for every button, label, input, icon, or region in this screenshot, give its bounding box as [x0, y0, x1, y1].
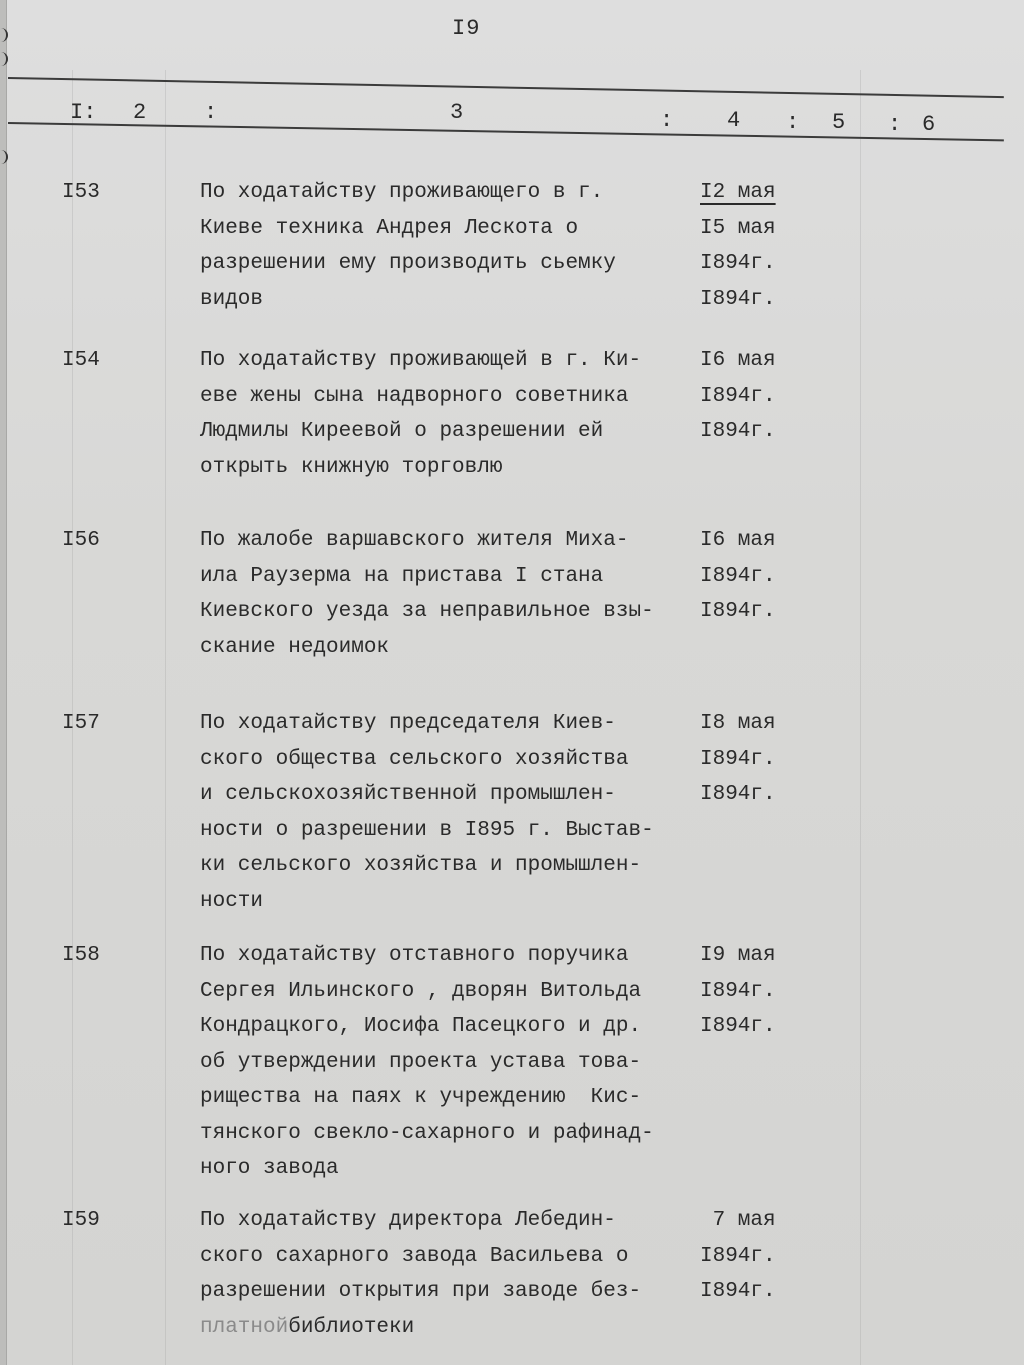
- header-rule-top: [8, 77, 1004, 98]
- date-line: I8 мая: [700, 712, 776, 735]
- column-header: 6: [922, 112, 936, 137]
- text-line: еве жены сына надворного советника: [200, 384, 629, 408]
- text-line: ного завода: [200, 1157, 339, 1180]
- column-header: 4: [727, 108, 741, 133]
- entry-dates: [700, 523, 810, 630]
- text-line: ности: [200, 889, 264, 913]
- ledger-guide-line: [860, 70, 861, 1365]
- text-line: Сергея Ильинского , дворян Витольда: [200, 979, 642, 1003]
- date-line: I894г.: [700, 1280, 776, 1303]
- date-line: I5 мая: [700, 216, 776, 240]
- text-line: рищества на паях к учреждению Кис-: [200, 1086, 642, 1109]
- date-line: I6 мая: [700, 529, 776, 552]
- column-header: 2: [133, 100, 147, 125]
- entry-description: [200, 706, 700, 919]
- binding-stitch-icon: [0, 28, 8, 42]
- entry-number: I53: [62, 181, 100, 204]
- text-line: По жалобе варшавского жителя Миха-: [200, 529, 629, 552]
- date-line: I894г.: [700, 783, 776, 806]
- text-line: По ходатайству председателя Киев-: [200, 712, 616, 735]
- text-line: Киеве техника Андрея Лескота о: [200, 216, 579, 240]
- text-line: По ходатайству проживающей в г. Ки-: [200, 349, 642, 372]
- date-line: I894г.: [700, 1015, 776, 1038]
- entry-dates: [700, 706, 810, 813]
- date-line: I894г.: [700, 287, 776, 311]
- faded-text: платной: [200, 1315, 289, 1339]
- entry-number: I56: [62, 529, 100, 552]
- entry-number: I54: [62, 349, 100, 372]
- column-separator: :: [786, 110, 800, 135]
- date-line: I894г.: [700, 1244, 776, 1268]
- text-line: разрешении ему производить сьемку: [200, 252, 616, 275]
- entry-dates: [700, 343, 810, 450]
- text-line: Людмилы Киреевой о разрешении ей: [200, 420, 604, 443]
- binding-stitch-icon: [0, 150, 8, 164]
- entry-dates: [700, 175, 810, 317]
- text-line: Киевского уезда за неправильное взы-: [200, 600, 654, 623]
- date-line: I894г.: [700, 747, 776, 771]
- entry-description: [200, 343, 700, 485]
- entry-dates: [700, 1203, 810, 1310]
- date-line: I894г.: [700, 979, 776, 1003]
- text-line: открыть книжную торговлю: [200, 455, 503, 479]
- entry-description: [200, 938, 700, 1187]
- text-line: ила Раузерма на пристава I стана: [200, 564, 604, 588]
- text-line: По ходатайству директора Лебедин-: [200, 1209, 616, 1232]
- date-line: I2 мая: [700, 181, 776, 204]
- text-line: ского общества сельского хозяйства: [200, 747, 629, 771]
- entry-number: I57: [62, 712, 100, 735]
- text-line: тянского свекло-сахарного и рафинад-: [200, 1121, 654, 1145]
- date-line: I894г.: [700, 564, 776, 588]
- ledger-guide-line: [165, 70, 166, 1365]
- date-line: 7 мая: [700, 1209, 776, 1232]
- date-line: I894г.: [700, 600, 776, 623]
- text-line: разрешении открытия при заводе без-: [200, 1280, 642, 1303]
- date-line: I894г.: [700, 252, 776, 275]
- column-separator: :: [888, 112, 902, 137]
- text-line: По ходатайству проживающего в г.: [200, 181, 604, 204]
- column-headers: [0, 100, 1024, 137]
- text-line: и сельскохозяйственной промышлен-: [200, 783, 616, 806]
- entry-dates: [700, 938, 810, 1045]
- date-line: I9 мая: [700, 944, 776, 967]
- entry-description: [200, 1203, 700, 1345]
- column-separator: :: [660, 108, 674, 133]
- text-line: ки сельского хозяйства и промышлен-: [200, 854, 642, 877]
- text-fragment: библиотеки: [288, 1315, 415, 1339]
- text-line: ского сахарного завода Васильева о: [200, 1244, 629, 1268]
- page-number: I9: [452, 16, 481, 41]
- column-header: 5: [832, 110, 846, 135]
- text-line: ности о разрешении в I895 г. Выстав-: [200, 818, 654, 842]
- text-line: об утверждении проекта устава това-: [200, 1050, 642, 1074]
- binding-stitch-icon: [0, 52, 8, 66]
- entry-number: I58: [62, 944, 100, 967]
- page-binding-edge: [0, 0, 7, 1365]
- date-line: I894г.: [700, 384, 776, 408]
- date-line: I6 мая: [700, 349, 776, 372]
- date-line: I894г.: [700, 420, 776, 443]
- text-line: видов: [200, 287, 264, 311]
- text-line: По ходатайству отставного поручика: [200, 944, 629, 967]
- column-separator: :: [204, 100, 218, 125]
- column-header: 3: [450, 100, 464, 125]
- entry-number: I59: [62, 1209, 100, 1232]
- column-header: I:: [70, 100, 97, 125]
- text-line: [200, 1310, 700, 1346]
- entry-description: [200, 175, 700, 317]
- entry-description: [200, 523, 700, 665]
- text-line: скание недоимок: [200, 635, 390, 659]
- text-line: Кондрацкого, Иосифа Пасецкого и др.: [200, 1015, 642, 1038]
